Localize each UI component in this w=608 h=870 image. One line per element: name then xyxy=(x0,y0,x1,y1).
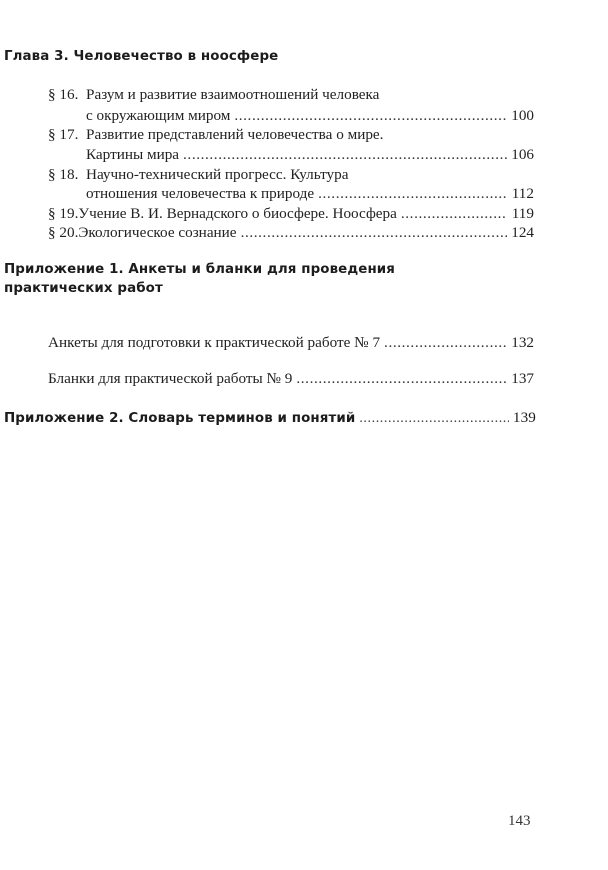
dot-leader xyxy=(241,224,507,242)
dot-leader xyxy=(401,205,507,223)
entry-title: Учение В. И. Вернадского о биосфере. Ноосфера xyxy=(78,205,397,222)
section-number: § 19. xyxy=(48,205,79,222)
page-ref: 100 xyxy=(511,107,534,124)
section-number: § 18. xyxy=(48,166,79,183)
page-ref: 139 xyxy=(512,409,536,426)
entry-title: Научно-технический прогресс. Культура xyxy=(86,166,349,183)
page-ref: 124 xyxy=(511,224,534,241)
toc-entry-17[interactable] xyxy=(48,126,534,144)
entry-title: Анкеты для подготовки к практической работе № 7 xyxy=(48,334,381,351)
entry-title: Разум и развитие взаимоотношений человека xyxy=(86,86,380,103)
section-number: § 20. xyxy=(48,224,79,241)
dot-leader xyxy=(359,411,509,427)
page-ref: 112 xyxy=(511,185,534,202)
entry-title: Экологическое сознание xyxy=(78,224,237,241)
dot-leader xyxy=(234,107,507,125)
toc-entry-16[interactable] xyxy=(48,86,534,104)
page-number: 143 xyxy=(508,813,531,829)
appendix2-entry[interactable] xyxy=(4,409,536,427)
entry-title-cont: Картины мира xyxy=(86,146,180,163)
appendix2-heading: Приложение 2. Словарь терминов и понятий xyxy=(4,411,356,426)
toc-entry-16-cont[interactable] xyxy=(86,107,534,125)
dot-leader xyxy=(183,146,507,164)
dot-leader xyxy=(296,370,507,388)
toc-entry-18[interactable] xyxy=(48,166,534,184)
page-ref: 132 xyxy=(511,334,534,351)
appendix1-heading: Приложение 1. Анкеты и бланки для проведения xyxy=(4,262,395,277)
page-ref: 119 xyxy=(511,205,534,222)
toc-entry-19[interactable] xyxy=(48,205,534,223)
entry-title-cont: с окружающим миром xyxy=(86,107,231,124)
toc-entry-18-cont[interactable] xyxy=(86,185,534,203)
toc-entry-20[interactable] xyxy=(48,224,534,242)
page-ref: 137 xyxy=(511,370,534,387)
entry-title: Развитие представлений человечества о мире. xyxy=(86,126,384,143)
chapter-heading: Глава 3. Человечество в ноосфере xyxy=(4,49,279,64)
section-number: § 16. xyxy=(48,86,79,103)
entry-title-cont: отношения человечества к природе xyxy=(86,185,315,202)
appendix1-entry-forms[interactable] xyxy=(48,370,534,388)
section-number: § 17. xyxy=(48,126,79,143)
toc-entry-17-cont[interactable] xyxy=(86,146,534,164)
appendix1-entry-questionnaires[interactable] xyxy=(48,334,534,352)
appendix1-heading-cont: практических работ xyxy=(4,281,163,296)
dot-leader xyxy=(318,185,507,203)
dot-leader xyxy=(384,334,507,352)
entry-title: Бланки для практической работы № 9 xyxy=(48,370,293,387)
page-ref: 106 xyxy=(511,146,534,163)
